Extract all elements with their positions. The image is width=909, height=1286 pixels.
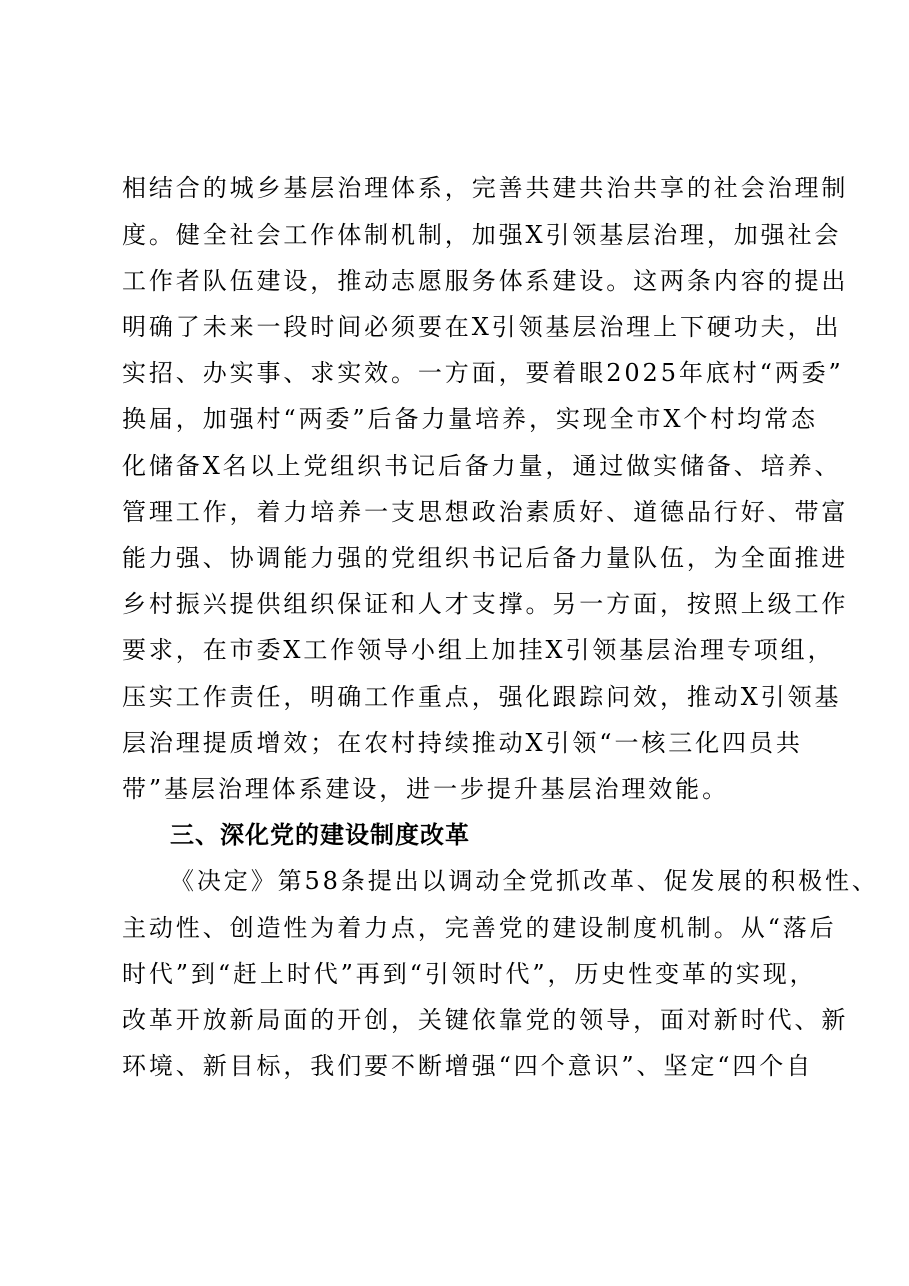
paragraph-line: 层治理提质增效；在农村持续推动X引领“一核三化四员共 [122, 729, 803, 757]
paragraph-line: 管理工作，着力培养一支思想政治素质好、道德品行好、带富 [122, 498, 849, 526]
paragraph-line: 实招、办实事、求实效。一方面，要着眼2025年底村“两委” [122, 359, 844, 387]
paragraph-line: 要求，在市委X工作领导小组上加挂X引领基层治理专项组， [122, 636, 835, 664]
paragraph-line: 能力强、协调能力强的党组织书记后备力量队伍，为全面推进 [122, 544, 849, 572]
paragraph-line: 工作者队伍建设，推动志愿服务体系建设。这两条内容的提出 [122, 267, 849, 295]
paragraph-line: 主动性、创造性为着力点，完善党的建设制度机制。从“落后 [122, 914, 837, 942]
paragraph-line: 压实工作责任，明确工作重点，强化跟踪问效，推动X引领基 [122, 683, 842, 711]
paragraph-line: 相结合的城乡基层治理体系，完善共建共治共享的社会治理制 [122, 174, 849, 202]
paragraph-line: 带”基层治理体系建设，进一步提升基层治理效能。 [122, 775, 729, 803]
paragraph-line: 时代”到“赶上时代”再到“引领时代”，历史性变革的实现， [122, 960, 817, 988]
paragraph-line: 改革开放新局面的开创，关键依靠党的领导，面对新时代、新 [122, 1006, 849, 1034]
paragraph-line: 度。健全社会工作体制机制，加强X引领基层治理，加强社会 [122, 221, 842, 249]
paragraph-line: 明确了未来一段时间必须要在X引领基层治理上下硬功夫，出 [122, 313, 842, 341]
paragraph-line: 换届，加强村“两委”后备力量培养，实现全市X个村均常态 [122, 405, 818, 433]
section-heading: 三、深化党的建设制度改革 [170, 821, 470, 849]
paragraph-line: 环境、新目标，我们要不断增强“四个意识”、坚定“四个自 [122, 1052, 814, 1080]
paragraph-line: 《决定》第58条提出以调动全党抓改革、促发展的积极性、 [170, 867, 879, 895]
paragraph-line: 化储备X名以上党组织书记后备力量，通过做实储备、培养、 [122, 452, 842, 480]
paragraph-line: 乡村振兴提供组织保证和人才支撑。另一方面，按照上级工作 [122, 590, 849, 618]
